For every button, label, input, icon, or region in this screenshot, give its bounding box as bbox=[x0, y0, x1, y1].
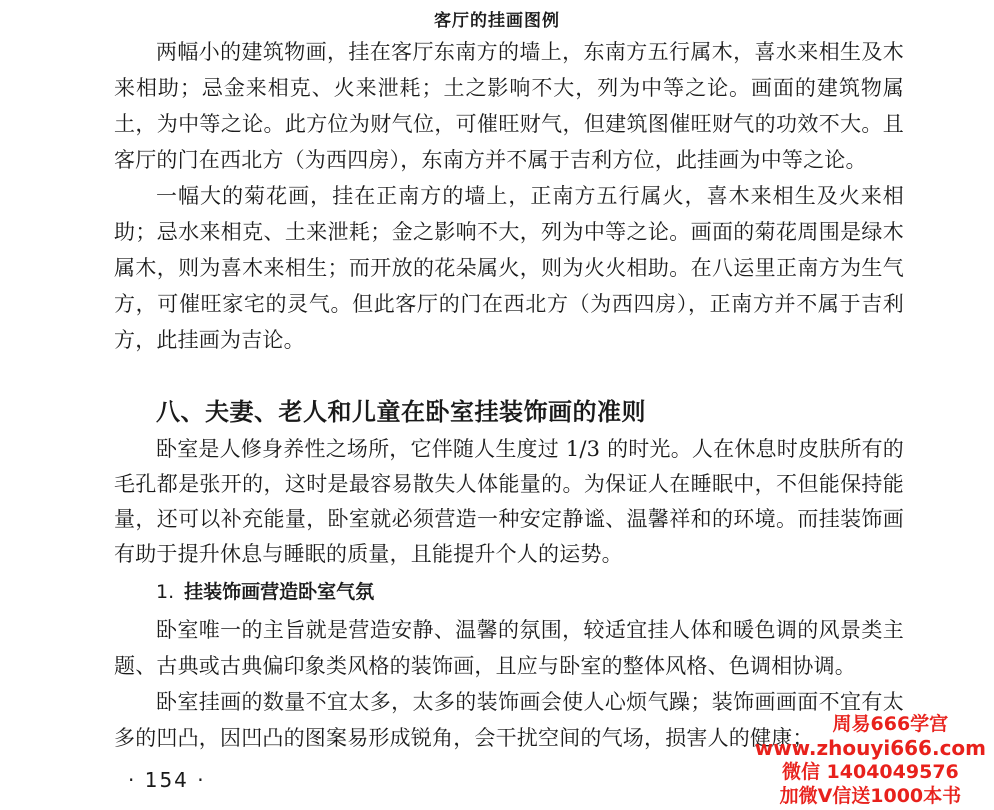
paragraph-bedroom-atmosphere: 卧室唯一的主旨就是营造安静、温馨的氛围，较适宜挂人体和暖色调的风景类主题、古典或古典偏印象类风格的装饰画，且应与卧室的整体风格、色调相协调。 bbox=[114, 618, 904, 678]
watermark-line-url: www.zhouyi666.com bbox=[754, 736, 986, 760]
paragraph-building-painting: 两幅小的建筑物画，挂在客厅东南方的墙上，东南方五行属木，喜水来相生及木来相助；忌金来相克、火来泄耗；土之影响不大，列为中等之论。画面的建筑物属土，为中等之论。此方位为财气位，可催旺财气，但建筑图催旺财气的功效不大。且客厅的门在西北方（为西四房），东南方并不属于吉利方位，此挂画为中等之论。 bbox=[114, 40, 904, 172]
watermark-stamp bbox=[755, 712, 986, 808]
paragraph-chrysanthemum-painting: 一幅大的菊花画，挂在正南方的墙上，正南方五行属火，喜木来相生及火来相助；忌水来相克、土来泄耗；金之影响不大，列为中等之论。画面的菊花周围是绿木属木，则为喜木来相生；而开放的花朵属火，则为火火相助。在八运里正南方为生气方，可催旺家宅的灵气。但此客厅的门在西北方（为西四房），正南方并不属于吉利方，此挂画为吉论。 bbox=[114, 184, 904, 352]
subsection-heading bbox=[114, 572, 904, 612]
paragraph-bedroom-quantity: 卧室挂画的数量不宜太多，太多的装饰画会使人心烦气躁；装饰画画面不宜有太多的凹凸，因凹凸的图案易形成锐角，会干扰空间的气场，损害人的健康； bbox=[114, 690, 904, 750]
subsection-number: 1. bbox=[156, 581, 175, 603]
watermark-line-offer: 加微V信送1000本书 bbox=[779, 785, 962, 807]
page-body bbox=[114, 34, 904, 756]
page-number: · 154 · bbox=[128, 768, 206, 792]
running-header-title: 客厅的挂画图例 bbox=[434, 11, 560, 31]
section-heading: 八、夫妻、老人和儿童在卧室挂装饰画的准则 bbox=[156, 397, 646, 426]
watermark-line-name: 周易666学宫 bbox=[832, 713, 949, 735]
subsection-title: 挂装饰画营造卧室气氛 bbox=[184, 581, 375, 603]
watermark-line-wechat: 微信 1404049576 bbox=[781, 761, 959, 783]
paragraph-section-intro: 卧室是人修身养性之场所，它伴随人生度过 1/3 的时光。人在休息时皮肤所有的毛孔都是张开的，这时是最容易散失人体能量的。为保证人在睡眠中，不但能保持能量，还可以补充能量，卧室就必须营造一种安定静谧、温馨祥和的环境。而挂装饰画有助于提升休息与睡眠的质量，且能提升个人的运势。 bbox=[114, 437, 904, 566]
